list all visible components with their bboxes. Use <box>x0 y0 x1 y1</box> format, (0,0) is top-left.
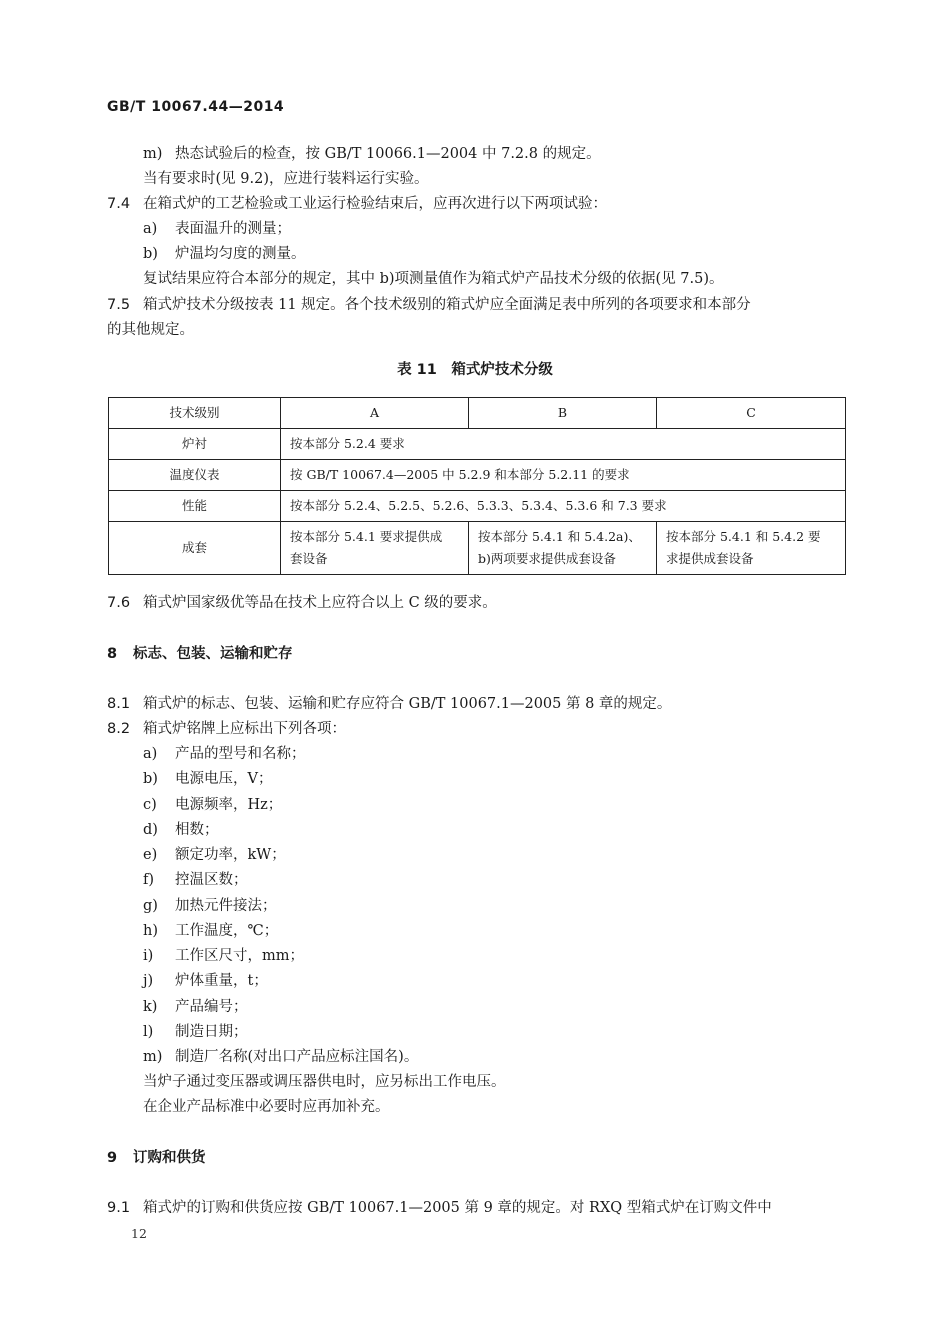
supplement-note: 在企业产品标准中必要时应再加补充。 <box>143 1099 390 1115</box>
item-text: 额定功率，kW； <box>175 847 286 863</box>
item-label: h) <box>143 923 158 939</box>
item-text: 产品编号； <box>175 999 248 1015</box>
chapter-9-heading <box>107 1148 206 1168</box>
cell-line: b)两项要求提供成套设备 <box>478 551 616 566</box>
item-label: f) <box>143 872 155 888</box>
section-8-1 <box>107 694 671 714</box>
chapter-title: 订购和供货 <box>133 1150 206 1166</box>
cell-line: 按本部分 5.4.1 要求提供成 <box>290 529 443 544</box>
item-text: 制造厂名称(对出口产品应标注国名)。 <box>175 1049 419 1065</box>
section-7-6 <box>107 593 497 613</box>
item-label: e) <box>143 847 158 863</box>
section-text: 箱式炉技术分级按表 11 规定。各个技术级别的箱式炉应全面满足表中所列的各项要求和本部分 <box>143 297 751 313</box>
section-8-2 <box>107 719 346 739</box>
list-item <box>143 744 306 764</box>
item-text: 电源频率，Hz； <box>175 797 283 813</box>
table-row <box>109 429 846 460</box>
item-m-hot-test <box>143 144 601 164</box>
section-9-1 <box>107 1198 772 1218</box>
list-item <box>143 1022 248 1042</box>
item-text: 工作温度，℃； <box>175 923 279 939</box>
chapter-title: 标志、包装、运输和贮存 <box>133 646 293 662</box>
row-value: 按本部分 5.2.4、5.2.5、5.2.6、5.3.3、5.3.4、5.3.6 和 7.3 要求 <box>281 491 846 522</box>
section-number: 7.4 <box>107 196 131 212</box>
section-text: 箱式炉国家级优等品在技术上应符合以上 C 级的要求。 <box>143 595 497 611</box>
item-text: 炉体重量，t； <box>175 973 268 989</box>
section-text: 箱式炉的标志、包装、运输和贮存应符合 GB/T 10067.1—2005 第 8 章的规定。 <box>143 696 672 712</box>
list-item <box>143 845 286 865</box>
item-text: 表面温升的测量； <box>175 221 291 237</box>
item-text: 加热元件接法； <box>175 898 277 914</box>
item-text: 相数； <box>175 822 219 838</box>
row-name: 温度仪表 <box>109 460 281 491</box>
section-text: 在箱式炉的工艺检验或工业运行检验结束后，应再次进行以下两项试验： <box>143 196 607 212</box>
item-label: i) <box>143 948 154 964</box>
item-text: 电源电压，V； <box>175 771 273 787</box>
item-label: k) <box>143 999 158 1015</box>
chapter-8-heading <box>107 644 293 664</box>
standard-id: GB/T 10067.44—2014 <box>107 99 285 115</box>
table-row <box>109 491 846 522</box>
section-text: 箱式炉的订购和供货应按 GB/T 10067.1—2005 第 9 章的规定。对 RXQ 型箱式炉在订购文件中 <box>143 1200 772 1216</box>
header-cell: A <box>281 398 469 429</box>
list-item <box>143 219 291 239</box>
list-item <box>143 820 219 840</box>
row-name: 成套 <box>109 522 281 575</box>
row-name: 炉衬 <box>109 429 281 460</box>
list-item <box>143 997 248 1017</box>
item-label: a) <box>143 746 158 762</box>
table-row <box>109 522 846 575</box>
item-label: c) <box>143 797 157 813</box>
row-value: 按本部分 5.2.4 要求 <box>281 429 846 460</box>
list-item <box>143 1047 418 1067</box>
item-label: b) <box>143 771 158 787</box>
cell-line: 求提供成套设备 <box>666 551 754 566</box>
grade-b-cell <box>469 522 657 575</box>
list-item <box>143 971 268 991</box>
header-cell: 技术级别 <box>109 398 281 429</box>
header-cell: B <box>469 398 657 429</box>
item-text: 控温区数； <box>175 872 248 888</box>
header-cell: C <box>657 398 846 429</box>
grade-a-cell <box>281 522 469 575</box>
item-label: j) <box>143 973 154 989</box>
section-7-5-cont: 的其他规定。 <box>107 322 194 338</box>
chapter-number: 8 <box>107 646 118 662</box>
section-7-4 <box>107 194 607 214</box>
page-number: 12 <box>131 1226 147 1241</box>
section-number: 8.1 <box>107 696 131 712</box>
cell-line: 套设备 <box>290 551 328 566</box>
section-7-5 <box>107 295 751 315</box>
item-label: g) <box>143 898 158 914</box>
section-number: 7.6 <box>107 595 131 611</box>
section-number: 8.2 <box>107 721 131 737</box>
section-text: 箱式炉铭牌上应标出下列各项： <box>143 721 346 737</box>
item-text: 产品的型号和名称； <box>175 746 306 762</box>
item-text: 炉温均匀度的测量。 <box>175 246 306 262</box>
cell-line: 按本部分 5.4.1 和 5.4.2 要 <box>666 529 821 544</box>
list-item <box>143 870 248 890</box>
item-text: 工作区尺寸，mm； <box>175 948 304 964</box>
row-name: 性能 <box>109 491 281 522</box>
loading-test-note: 当有要求时(见 9.2)，应进行装料运行实验。 <box>143 171 429 187</box>
list-item <box>143 921 278 941</box>
list-item <box>143 946 304 966</box>
item-label: b) <box>143 246 158 262</box>
grade-c-cell <box>657 522 846 575</box>
row-value: 按 GB/T 10067.4—2005 中 5.2.9 和本部分 5.2.11 的要求 <box>281 460 846 491</box>
section-number: 9.1 <box>107 1200 131 1216</box>
table-header-row <box>109 398 846 429</box>
list-item <box>143 795 282 815</box>
tech-grade-table <box>108 397 846 575</box>
list-item <box>143 896 277 916</box>
item-label: m) <box>143 146 163 162</box>
item-label: a) <box>143 221 158 237</box>
item-label: l) <box>143 1024 154 1040</box>
section-number: 7.5 <box>107 297 131 313</box>
transformer-note: 当炉子通过变压器或调压器供电时，应另标出工作电压。 <box>143 1074 506 1090</box>
chapter-number: 9 <box>107 1150 118 1166</box>
item-text: 热态试验后的检查，按 GB/T 10066.1—2004 中 7.2.8 的规定。 <box>175 146 601 162</box>
list-item <box>143 244 306 264</box>
item-label: m) <box>143 1049 163 1065</box>
cell-line: 按本部分 5.4.1 和 5.4.2a)、 <box>478 529 641 544</box>
list-item <box>143 769 272 789</box>
table-caption: 表 11 箱式炉技术分级 <box>397 362 553 378</box>
item-text: 制造日期； <box>175 1024 248 1040</box>
item-label: d) <box>143 822 158 838</box>
table-row <box>109 460 846 491</box>
retest-note: 复试结果应符合本部分的规定，其中 b)项测量值作为箱式炉产品技术分级的依据(见 7.5)。 <box>143 271 724 287</box>
